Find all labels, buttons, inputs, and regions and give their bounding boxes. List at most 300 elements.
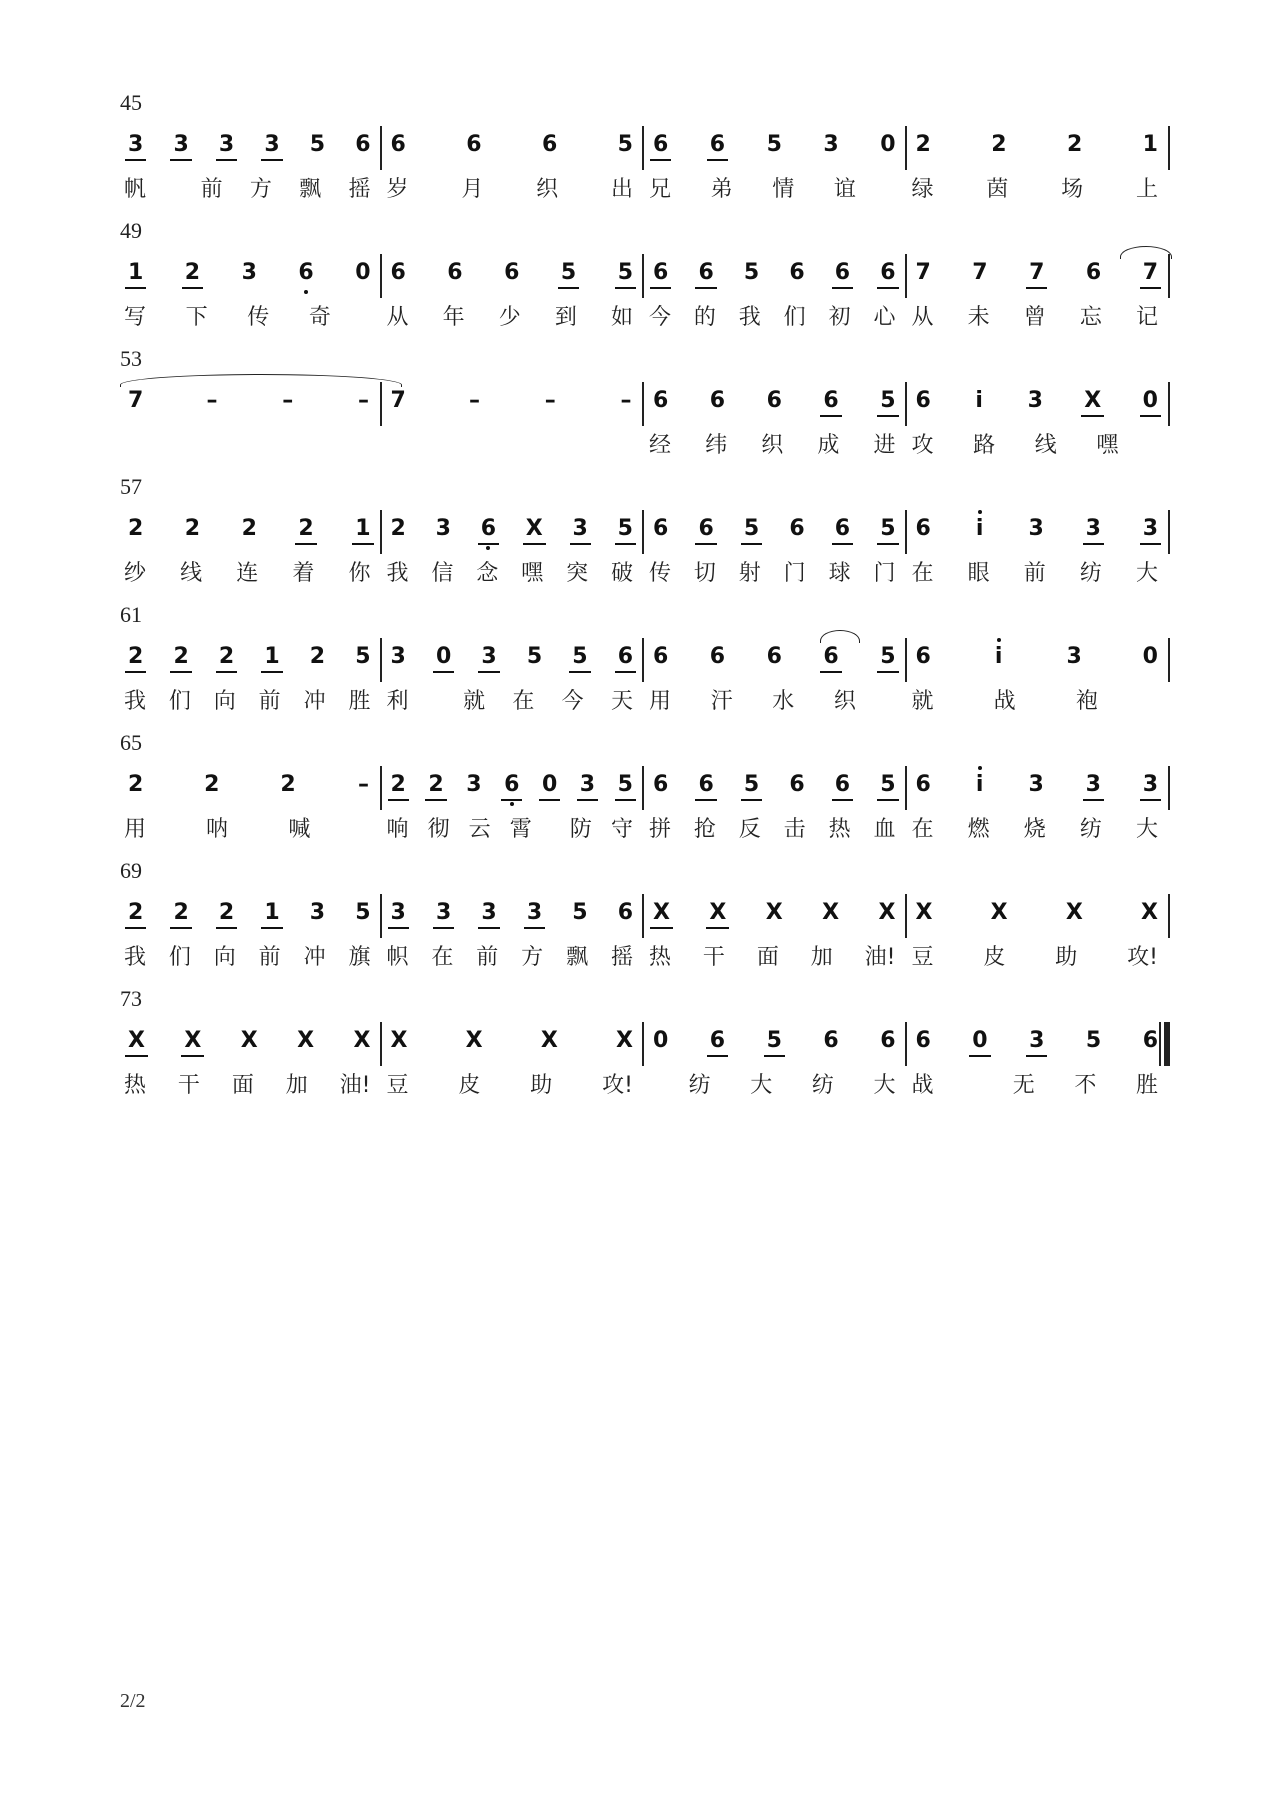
measure bbox=[120, 252, 383, 342]
note: 3 bbox=[1027, 388, 1043, 413]
staff-row bbox=[120, 508, 1170, 598]
system-73 bbox=[120, 986, 1170, 1106]
dash: – bbox=[357, 772, 369, 797]
lyric: 在 bbox=[911, 560, 934, 586]
barline bbox=[905, 638, 907, 682]
barline bbox=[380, 1022, 382, 1066]
lyric: 织 bbox=[761, 432, 784, 458]
lyric: 眼 bbox=[967, 560, 990, 586]
note: 3 bbox=[390, 900, 406, 925]
note: 6 bbox=[653, 388, 669, 413]
lyric: 就 bbox=[911, 688, 934, 714]
note: 5 bbox=[309, 132, 326, 157]
note: 6 bbox=[823, 1028, 839, 1053]
note: 6 bbox=[880, 1028, 896, 1053]
note: 6 bbox=[823, 388, 839, 413]
note: 7 bbox=[390, 388, 406, 413]
note: 2 bbox=[298, 516, 314, 541]
measure bbox=[908, 636, 1171, 726]
lyric: 呐 bbox=[206, 816, 229, 842]
lyric: 嘿 bbox=[521, 560, 544, 586]
note: 3 bbox=[390, 644, 406, 669]
measure bbox=[120, 636, 383, 726]
note: 3 bbox=[128, 132, 144, 157]
lyric: 经 bbox=[649, 432, 672, 458]
lyric: 前 bbox=[200, 176, 223, 202]
note: X bbox=[1065, 900, 1083, 925]
note: 6 bbox=[617, 644, 633, 669]
lyric: 纺 bbox=[1079, 560, 1102, 586]
note: X bbox=[616, 1028, 633, 1053]
note: 3 bbox=[1142, 516, 1158, 541]
lyric: 在 bbox=[512, 688, 535, 714]
barline bbox=[1168, 254, 1170, 298]
lyric: 战 bbox=[911, 1072, 934, 1098]
note: 6 bbox=[698, 260, 714, 285]
lyric: 今 bbox=[649, 304, 672, 330]
note: X bbox=[1084, 388, 1102, 413]
lyric: 球 bbox=[828, 560, 851, 586]
lyric: 前 bbox=[1023, 560, 1046, 586]
lyric: 豆 bbox=[911, 944, 934, 970]
lyric: 成 bbox=[817, 432, 840, 458]
note: 6 bbox=[789, 516, 805, 541]
barline bbox=[642, 1022, 644, 1066]
lyric: 方 bbox=[521, 944, 544, 970]
note: 7 bbox=[128, 388, 144, 413]
note: 5 bbox=[1085, 1028, 1102, 1053]
note: 6 bbox=[653, 516, 669, 541]
lyric: 攻 bbox=[911, 432, 934, 458]
barline bbox=[905, 126, 907, 170]
lyric: 情 bbox=[772, 176, 795, 202]
barline bbox=[380, 126, 382, 170]
barline bbox=[905, 254, 907, 298]
note: 5 bbox=[743, 260, 760, 285]
note: 6 bbox=[653, 644, 669, 669]
note: 2 bbox=[428, 772, 444, 797]
lyric: 皮 bbox=[458, 1072, 481, 1098]
note: 0 bbox=[435, 644, 452, 669]
note: 6 bbox=[1085, 260, 1102, 285]
lyric: 大 bbox=[1135, 816, 1158, 842]
lyric: 纬 bbox=[705, 432, 728, 458]
note: 5 bbox=[766, 132, 782, 157]
note: 3 bbox=[823, 132, 839, 157]
lyric: 油! bbox=[339, 1072, 371, 1098]
system-57 bbox=[120, 474, 1170, 594]
measure bbox=[645, 508, 908, 598]
barline bbox=[380, 254, 382, 298]
note: 5 bbox=[355, 644, 371, 669]
lyric: 门 bbox=[783, 560, 806, 586]
note: 5 bbox=[572, 900, 588, 925]
measure bbox=[383, 636, 646, 726]
measure bbox=[383, 508, 646, 598]
note: i bbox=[973, 771, 987, 799]
lyric: 破 bbox=[610, 560, 633, 586]
lyric: 路 bbox=[973, 432, 996, 458]
note: 0 bbox=[541, 772, 558, 797]
note: 3 bbox=[1028, 772, 1044, 797]
dash: – bbox=[357, 388, 369, 413]
note: 3 bbox=[173, 132, 189, 157]
note: 6 bbox=[504, 772, 520, 797]
note: 2 bbox=[128, 516, 144, 541]
note: 3 bbox=[1029, 1028, 1045, 1053]
note: 5 bbox=[880, 772, 896, 797]
lyric: 油! bbox=[864, 944, 896, 970]
tie-start bbox=[1120, 246, 1172, 259]
note: 6 bbox=[915, 516, 931, 541]
staff-row bbox=[120, 764, 1170, 854]
measure bbox=[120, 380, 383, 470]
lyric: 摇 bbox=[348, 176, 371, 202]
lyric: 飘 bbox=[566, 944, 589, 970]
note: X bbox=[353, 1028, 371, 1053]
lyric: 在 bbox=[431, 944, 454, 970]
lyric: 热 bbox=[124, 1072, 147, 1098]
lyric: 心 bbox=[873, 304, 896, 330]
lyric: 助 bbox=[1055, 944, 1078, 970]
lyric: 烧 bbox=[1023, 816, 1046, 842]
system-49 bbox=[120, 218, 1170, 338]
barline bbox=[642, 766, 644, 810]
lyric: 茵 bbox=[986, 176, 1009, 202]
note: 6 bbox=[789, 260, 805, 285]
note: 5 bbox=[617, 516, 633, 541]
note: 0 bbox=[880, 132, 896, 157]
barline bbox=[380, 382, 382, 426]
note: X bbox=[525, 516, 543, 541]
lyric: 们 bbox=[168, 944, 191, 970]
barline bbox=[380, 510, 382, 554]
note: 0 bbox=[1142, 388, 1158, 413]
staff-row bbox=[120, 892, 1170, 982]
note: 3 bbox=[1085, 516, 1101, 541]
lyric: 信 bbox=[431, 560, 454, 586]
barline bbox=[1168, 894, 1170, 938]
note: 2 bbox=[173, 644, 189, 669]
staff-row bbox=[120, 380, 1170, 470]
lyric: 射 bbox=[738, 560, 761, 586]
lyric: 就 bbox=[463, 688, 486, 714]
note: 6 bbox=[653, 772, 669, 797]
note: 5 bbox=[743, 772, 760, 797]
note: 3 bbox=[526, 900, 543, 925]
measure bbox=[908, 1020, 1171, 1110]
barline bbox=[905, 894, 907, 938]
lyric: 防 bbox=[569, 816, 592, 842]
lyric: 攻! bbox=[1127, 944, 1158, 970]
dash: – bbox=[469, 388, 481, 413]
lyric: 汗 bbox=[710, 688, 733, 714]
note: 6 bbox=[541, 132, 558, 157]
lyric: 无 bbox=[1012, 1072, 1035, 1098]
lyric: 从 bbox=[911, 304, 934, 330]
page-number: 2/2 bbox=[120, 1690, 146, 1712]
lyric: 传 bbox=[247, 304, 270, 330]
note: i bbox=[992, 643, 1006, 671]
note: 2 bbox=[309, 644, 326, 669]
lyric: 飘 bbox=[299, 176, 322, 202]
lyric: 胜 bbox=[1135, 1072, 1158, 1098]
lyric: 帜 bbox=[386, 944, 409, 970]
note: 6 bbox=[880, 260, 896, 285]
note: i bbox=[973, 515, 987, 543]
note: 7 bbox=[972, 260, 988, 285]
note: X bbox=[184, 1028, 202, 1053]
final-barline-thin bbox=[1159, 1022, 1161, 1066]
note: 2 bbox=[390, 772, 406, 797]
note: 6 bbox=[709, 132, 726, 157]
note: 6 bbox=[834, 260, 851, 285]
lyric: 织 bbox=[536, 176, 559, 202]
note: 3 bbox=[1066, 644, 1082, 669]
note: 5 bbox=[572, 644, 588, 669]
final-barline-thick bbox=[1164, 1022, 1170, 1066]
barline bbox=[905, 1022, 907, 1066]
staff-row bbox=[120, 1020, 1170, 1110]
note: 3 bbox=[435, 516, 451, 541]
lyric: 大 bbox=[750, 1072, 773, 1098]
note: 6 bbox=[915, 644, 931, 669]
lyric: 少 bbox=[498, 304, 521, 330]
lyric: 兄 bbox=[649, 176, 672, 202]
barline bbox=[905, 510, 907, 554]
measure bbox=[908, 380, 1171, 470]
note: 6 bbox=[834, 516, 851, 541]
lyric: 云 bbox=[468, 816, 491, 842]
barline bbox=[1168, 510, 1170, 554]
lyric: 线 bbox=[1034, 432, 1057, 458]
note: 3 bbox=[435, 900, 452, 925]
lyric: 忘 bbox=[1079, 304, 1102, 330]
note: X bbox=[128, 1028, 145, 1053]
note: 2 bbox=[915, 132, 931, 157]
staff-row bbox=[120, 636, 1170, 726]
staff-row bbox=[120, 252, 1170, 342]
note: 2 bbox=[218, 900, 235, 925]
note: 6 bbox=[709, 388, 726, 413]
note: 7 bbox=[1029, 260, 1045, 285]
note: 6 bbox=[653, 132, 669, 157]
lyric: 着 bbox=[292, 560, 315, 586]
note: 3 bbox=[466, 772, 482, 797]
lyric: 曾 bbox=[1023, 304, 1046, 330]
note: 6 bbox=[355, 132, 371, 157]
measure bbox=[645, 252, 908, 342]
note: 2 bbox=[991, 132, 1007, 157]
lyric: 旗 bbox=[348, 944, 371, 970]
note: 6 bbox=[834, 772, 851, 797]
barline bbox=[905, 766, 907, 810]
dash: – bbox=[620, 388, 632, 413]
lyric: 喊 bbox=[288, 816, 311, 842]
note: 2 bbox=[128, 644, 144, 669]
barline bbox=[642, 126, 644, 170]
note: 5 bbox=[617, 260, 633, 285]
lyric: 岁 bbox=[386, 176, 409, 202]
note: 6 bbox=[823, 644, 839, 669]
lyric: 利 bbox=[386, 688, 409, 714]
lyric: 纱 bbox=[124, 560, 147, 586]
lyric: 响 bbox=[386, 816, 409, 842]
note: 2 bbox=[280, 772, 296, 797]
note: X bbox=[990, 900, 1008, 925]
system-69 bbox=[120, 858, 1170, 978]
measure-number: 73 bbox=[120, 986, 142, 1011]
lyric: 进 bbox=[873, 432, 896, 458]
lyric: 我 bbox=[124, 688, 147, 714]
note: 1 bbox=[264, 900, 280, 925]
note: 0 bbox=[972, 1028, 988, 1053]
lyric: 出 bbox=[610, 176, 633, 202]
lyric: 如 bbox=[610, 304, 633, 330]
lyric: 上 bbox=[1135, 176, 1158, 202]
note: 2 bbox=[218, 644, 235, 669]
barline bbox=[380, 638, 382, 682]
note: 6 bbox=[298, 260, 314, 285]
note: X bbox=[1141, 900, 1158, 925]
lyric: 月 bbox=[461, 176, 484, 202]
lyric: 今 bbox=[561, 688, 584, 714]
lyric: 用 bbox=[124, 816, 147, 842]
lyric: 写 bbox=[124, 304, 147, 330]
note: 6 bbox=[447, 260, 463, 285]
lyric: 霄 bbox=[509, 816, 532, 842]
note: X bbox=[822, 900, 840, 925]
lyric: 面 bbox=[756, 944, 779, 970]
note: X bbox=[540, 1028, 558, 1053]
lyric: 拼 bbox=[649, 816, 672, 842]
measure bbox=[383, 124, 646, 214]
dash: – bbox=[282, 388, 294, 413]
note: 3 bbox=[1085, 772, 1101, 797]
measure bbox=[908, 252, 1171, 342]
note: 5 bbox=[560, 260, 577, 285]
note: X bbox=[709, 900, 727, 925]
barline bbox=[1168, 126, 1170, 170]
lyric: 豆 bbox=[386, 1072, 409, 1098]
lyric: 突 bbox=[566, 560, 589, 586]
note: 6 bbox=[698, 516, 714, 541]
system-45 bbox=[120, 90, 1170, 210]
note: X bbox=[653, 900, 670, 925]
note: 5 bbox=[617, 772, 633, 797]
note: 5 bbox=[355, 900, 371, 925]
measure bbox=[383, 252, 646, 342]
lyric: 守 bbox=[610, 816, 633, 842]
measure bbox=[908, 892, 1171, 982]
lyric: 大 bbox=[873, 1072, 896, 1098]
note: 3 bbox=[572, 516, 588, 541]
lyric: 我 bbox=[738, 304, 761, 330]
lyric: 在 bbox=[911, 816, 934, 842]
note: 6 bbox=[390, 260, 406, 285]
lyric: 用 bbox=[649, 688, 672, 714]
lyric: 织 bbox=[833, 688, 856, 714]
measure bbox=[120, 1020, 383, 1110]
lyric: 袍 bbox=[1075, 688, 1098, 714]
note: 2 bbox=[173, 900, 189, 925]
lyric: 彻 bbox=[427, 816, 450, 842]
note: X bbox=[915, 900, 933, 925]
lyric: 前 bbox=[258, 944, 281, 970]
note: X bbox=[297, 1028, 315, 1053]
system-61 bbox=[120, 602, 1170, 722]
lyric: 纺 bbox=[1079, 816, 1102, 842]
note: 5 bbox=[880, 388, 896, 413]
lyric: 线 bbox=[180, 560, 203, 586]
lyric: 血 bbox=[873, 816, 896, 842]
lyric: 嘿 bbox=[1096, 432, 1119, 458]
measure bbox=[120, 892, 383, 982]
measure bbox=[908, 124, 1171, 214]
lyric: 战 bbox=[993, 688, 1016, 714]
measure bbox=[645, 124, 908, 214]
measure-number: 57 bbox=[120, 474, 142, 499]
lyric: 连 bbox=[236, 560, 259, 586]
note: 5 bbox=[743, 516, 760, 541]
lyric: 向 bbox=[213, 944, 236, 970]
lyric: 奇 bbox=[308, 304, 331, 330]
note: 3 bbox=[1028, 516, 1044, 541]
measure bbox=[645, 636, 908, 726]
measure-number: 45 bbox=[120, 90, 142, 115]
barline bbox=[642, 638, 644, 682]
lyric: 念 bbox=[476, 560, 499, 586]
note: 3 bbox=[481, 900, 497, 925]
lyric: 攻! bbox=[602, 1072, 633, 1098]
note: 7 bbox=[915, 260, 931, 285]
note: 1 bbox=[128, 260, 144, 285]
measure bbox=[908, 508, 1171, 598]
lyric: 们 bbox=[783, 304, 806, 330]
note: X bbox=[465, 1028, 483, 1053]
measure bbox=[908, 764, 1171, 854]
lyric: 冲 bbox=[303, 688, 326, 714]
measure-number: 53 bbox=[120, 346, 142, 371]
lyric: 方 bbox=[249, 176, 272, 202]
lyric: 传 bbox=[649, 560, 672, 586]
note: 0 bbox=[1142, 644, 1158, 669]
lyric: 摇 bbox=[610, 944, 633, 970]
note: 2 bbox=[128, 900, 144, 925]
note: 5 bbox=[880, 644, 896, 669]
note: X bbox=[390, 1028, 408, 1053]
note: 6 bbox=[789, 772, 805, 797]
lyric: 到 bbox=[554, 304, 577, 330]
note: 6 bbox=[709, 1028, 726, 1053]
lyric: 冲 bbox=[303, 944, 326, 970]
lyric: 前 bbox=[476, 944, 499, 970]
dash: – bbox=[206, 388, 218, 413]
note: 6 bbox=[766, 644, 782, 669]
barline bbox=[905, 382, 907, 426]
barline bbox=[380, 766, 382, 810]
lyric: 加 bbox=[285, 1072, 308, 1098]
lyric: 弟 bbox=[710, 176, 733, 202]
measure-number: 49 bbox=[120, 218, 142, 243]
note: 3 bbox=[579, 772, 596, 797]
measure-number: 65 bbox=[120, 730, 142, 755]
lyric: 我 bbox=[124, 944, 147, 970]
lyric: 面 bbox=[231, 1072, 254, 1098]
note: 2 bbox=[390, 516, 406, 541]
note: 0 bbox=[355, 260, 371, 285]
measure bbox=[383, 1020, 646, 1110]
